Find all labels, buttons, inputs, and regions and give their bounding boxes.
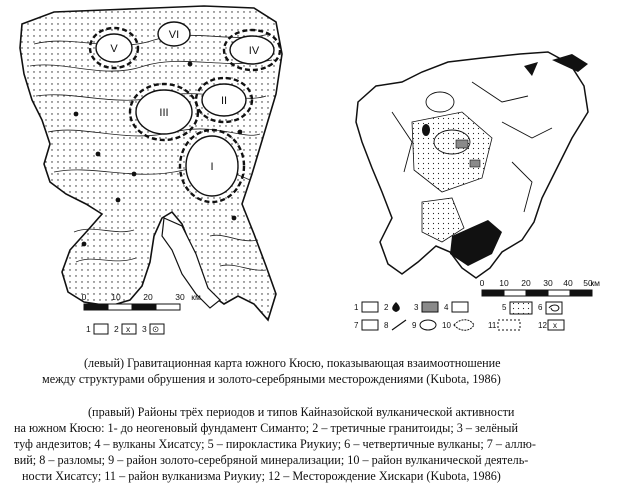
right-legend-num-7: 7: [354, 321, 359, 330]
right-legend-num-6: 6: [538, 303, 543, 312]
right-scale-tick-0: 0: [479, 278, 485, 288]
left-scale-tick-1: 10: [111, 292, 121, 302]
right-legend-num-9: 9: [412, 321, 417, 330]
left-legend-symbol-3: ⊙: [152, 324, 160, 334]
right-scale-tick-3: 30: [543, 278, 553, 288]
right-scale-tick-5: 50: [583, 278, 593, 288]
volcanic-activity-map-right: [352, 42, 604, 340]
left-scale-tick-2: 20: [143, 292, 153, 302]
right-legend-num-4: 4: [444, 303, 449, 312]
caption-left-line-2: между структурами обрушения и золото-серебряными месторождениями (Kubota, 1986): [42, 372, 501, 386]
right-legend-num-2: 2: [384, 303, 389, 312]
right-legend: [354, 302, 564, 330]
region-label-v: V: [110, 43, 118, 55]
right-scale-bar: [482, 290, 592, 296]
left-scale-bar: [84, 304, 180, 310]
right-legend-num-10: 10: [442, 321, 451, 330]
region-label-iv: IV: [248, 45, 260, 57]
right-scale-tick-1: 10: [499, 278, 509, 288]
caption-right-line-1: (правый) Районы трёх периодов и типов Кайназойской вулканической активности: [88, 405, 515, 419]
volcanic-map-drawing: [352, 42, 604, 340]
right-legend-num-1: 1: [354, 303, 359, 312]
right-legend-num-8: 8: [384, 321, 389, 330]
caption-right-line-5: ности Хисатсу; 11 – район вулканизма Риукиу; 12 – Месторождение Хискари (Kubota, 1986): [22, 469, 501, 483]
right-scale-tick-2: 20: [521, 278, 531, 288]
left-legend: [86, 324, 164, 334]
right-scale-tick-4: 40: [563, 278, 573, 288]
region-label-i: I: [210, 161, 214, 173]
left-scale-tick-0: 0: [81, 292, 87, 302]
caption-right-line-2: на южном Кюсю: 1- до неогеновый фундамент Симанто; 2 – третичные гранитоиды; 3 – зелёный: [14, 421, 518, 435]
left-legend-num-3: 3: [142, 324, 147, 334]
region-label-iii: III: [159, 107, 169, 119]
right-legend-num-5: 5: [502, 303, 507, 312]
left-legend-symbol-2: x: [126, 324, 131, 334]
left-legend-num-1: 1: [86, 324, 91, 334]
left-legend-num-2: 2: [114, 324, 119, 334]
left-scale-unit: км: [191, 292, 201, 302]
left-scale-tick-3: 30: [175, 292, 185, 302]
caption-left-line-1: (левый) Гравитационная карта южного Кюсю, показывающая взаимоотношение: [84, 356, 501, 370]
gravity-map-drawing: [14, 4, 286, 340]
right-legend-num-12: 12: [538, 321, 547, 330]
right-legend-num-3: 3: [414, 303, 419, 312]
region-label-ii: II: [220, 95, 228, 107]
region-label-vi: VI: [168, 29, 180, 41]
gravity-map-left: [14, 4, 286, 340]
right-legend-symbol-12: x: [553, 321, 557, 330]
right-legend-num-11: 11: [488, 321, 497, 330]
caption-right-line-3: туф андезитов; 4 – вулканы Хисатсу; 5 – пирокластика Риукиу; 6 – четвертичные вулканы; 7 – аллю-: [14, 437, 536, 451]
right-scale-unit: км: [590, 278, 600, 288]
caption-right-line-4: вий; 8 – разломы; 9 – район золото-серебряной минерализации; 10 – район вулканической деятель-: [14, 453, 529, 467]
